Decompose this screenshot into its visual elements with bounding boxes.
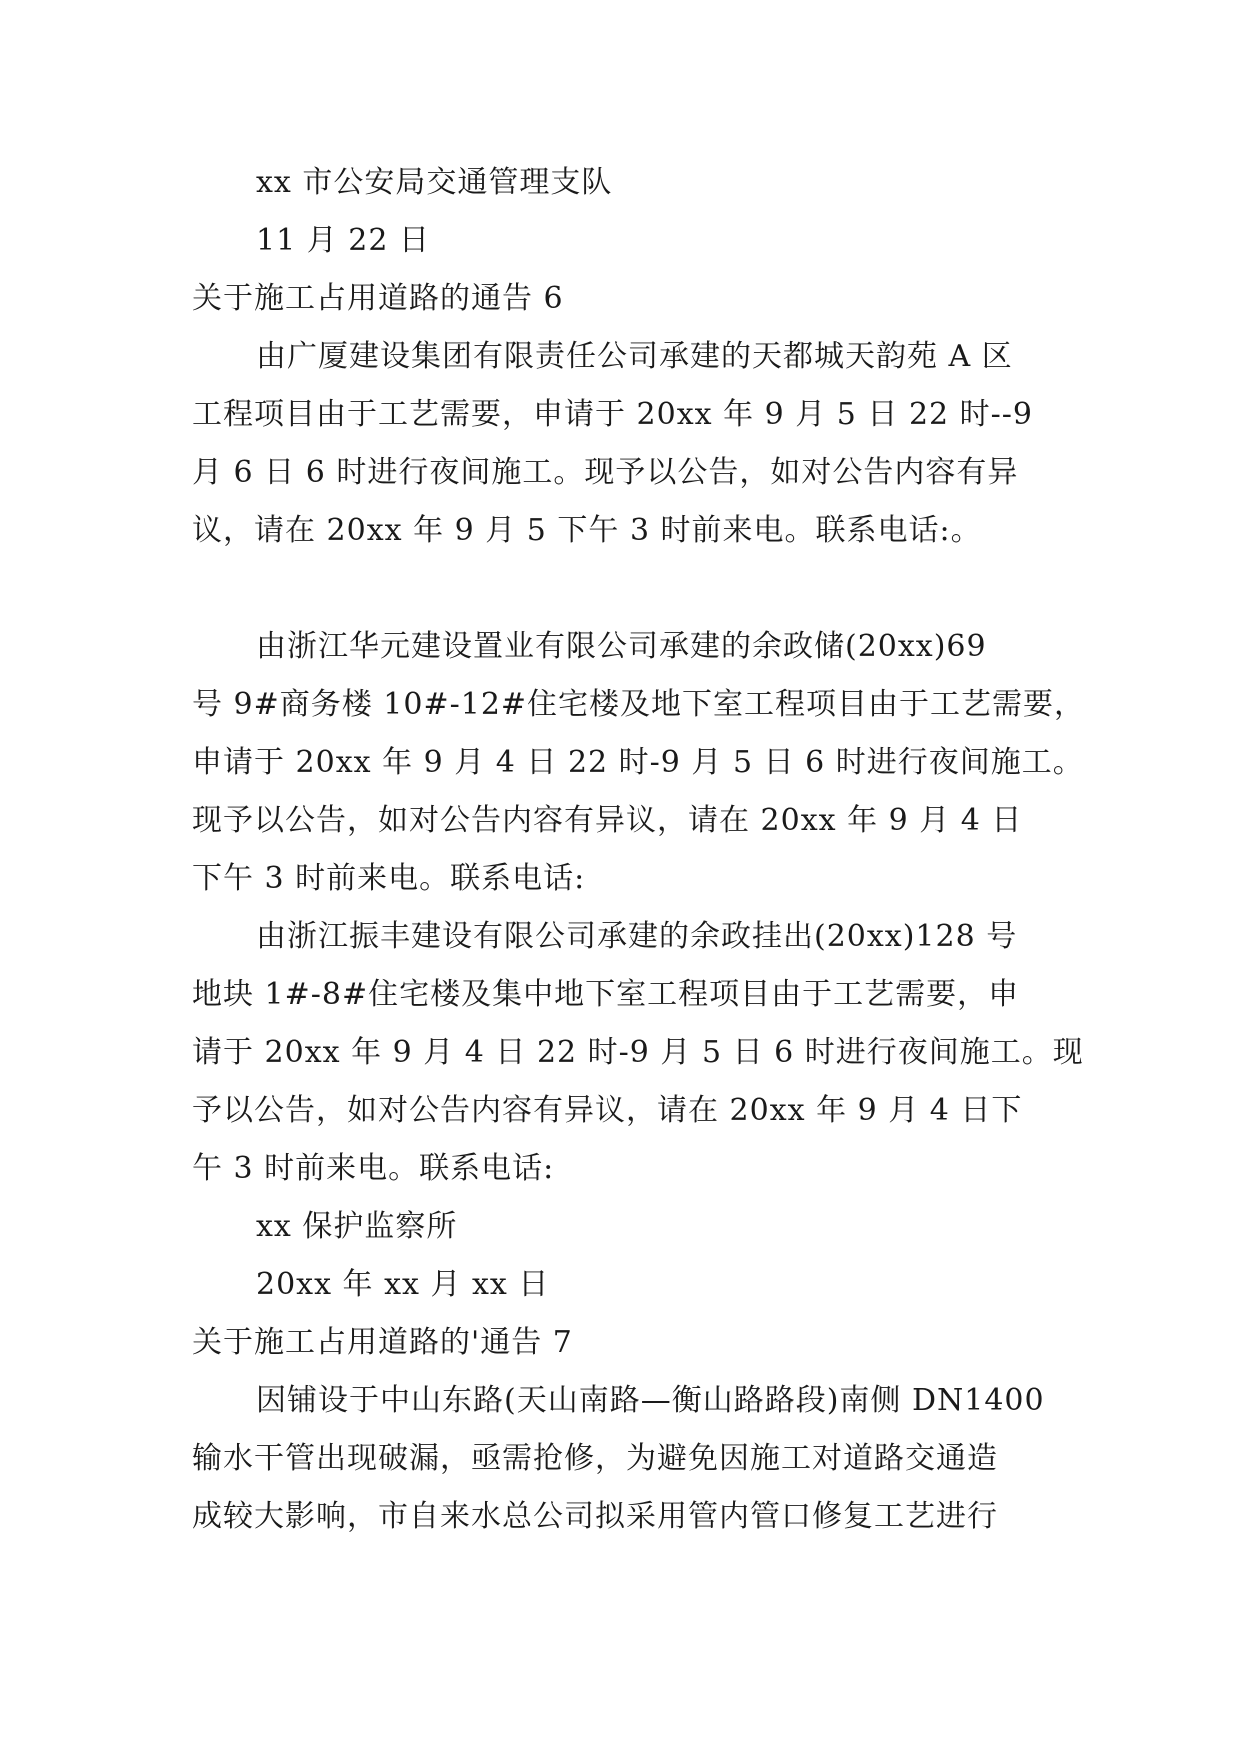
- notice6-p2-line5: 下午 3 时前来电。联系电话:: [192, 861, 586, 896]
- notice5-date: 11 月 22 日: [256, 223, 430, 258]
- notice6-p3-line3: 请于 20xx 年 9 月 4 日 22 时-9 月 5 日 6 时进行夜间施工。现: [192, 1035, 1084, 1070]
- notice5-signature: xx 市公安局交通管理支队: [256, 165, 613, 200]
- notice6-p2-line1: 由浙江华元建设置业有限公司承建的余政储(20xx)69: [256, 629, 987, 664]
- notice7-p1-line1: 因铺设于中山东路(天山南路—衡山路路段)南侧 DN1400: [256, 1383, 1045, 1418]
- notice6-p2-line2: 号 9#商务楼 10#-12#住宅楼及地下室工程项目由于工艺需要，: [192, 687, 1086, 722]
- notice6-p3-line5: 午 3 时前来电。联系电话:: [192, 1151, 555, 1186]
- notice6-title: 关于施工占用道路的通告 6: [192, 281, 564, 316]
- notice6-p3-line2: 地块 1#-8#住宅楼及集中地下室工程项目由于工艺需要，申: [192, 977, 1020, 1012]
- notice6-signature: xx 保护监察所: [256, 1209, 458, 1244]
- notice6-p2-line3: 申请于 20xx 年 9 月 4 日 22 时-9 月 5 日 6 时进行夜间施工。: [192, 745, 1084, 780]
- notice7-p1-line3: 成较大影响，市自来水总公司拟采用管内管口修复工艺进行: [192, 1499, 998, 1534]
- notice6-p1-line3: 月 6 日 6 时进行夜间施工。现予以公告，如对公告内容有异: [192, 455, 1019, 490]
- notice7-title: 关于施工占用道路的'通告 7: [192, 1325, 573, 1360]
- notice6-p2-line4: 现予以公告，如对公告内容有异议，请在 20xx 年 9 月 4 日: [192, 803, 1023, 838]
- notice6-p1-line2: 工程项目由于工艺需要，申请于 20xx 年 9 月 5 日 22 时--9: [192, 397, 1034, 432]
- notice6-p1-line1: 由广厦建设集团有限责任公司承建的天都城天韵苑 A 区: [256, 339, 1013, 374]
- notice6-p3-line1: 由浙江振丰建设有限公司承建的余政挂出(20xx)128 号: [256, 919, 1018, 954]
- notice6-p3-line4: 予以公告，如对公告内容有异议，请在 20xx 年 9 月 4 日下: [192, 1093, 1023, 1128]
- notice7-p1-line2: 输水干管出现破漏，亟需抢修，为避免因施工对道路交通造: [192, 1441, 998, 1476]
- notice6-p1-line4: 议，请在 20xx 年 9 月 5 下午 3 时前来电。联系电话:。: [192, 513, 982, 548]
- notice6-date: 20xx 年 xx 月 xx 日: [256, 1267, 550, 1302]
